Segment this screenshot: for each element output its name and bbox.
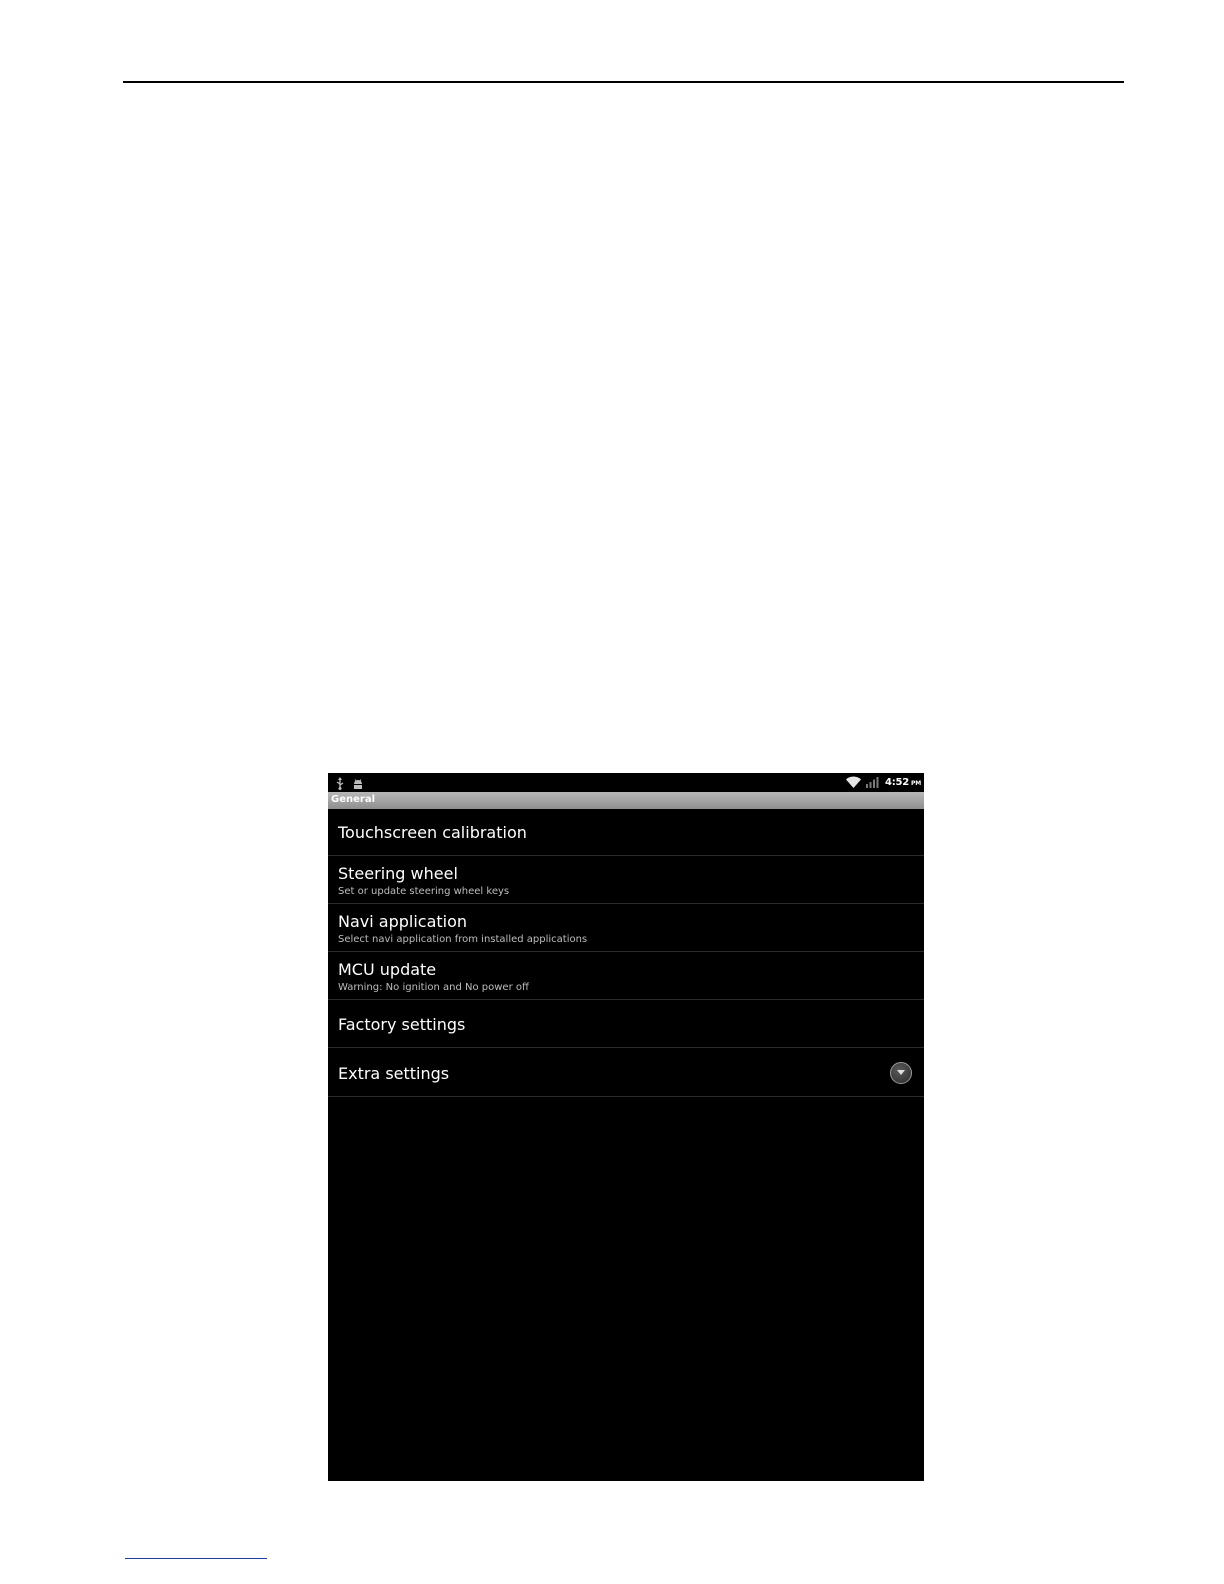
wifi-icon xyxy=(846,773,861,792)
section-header-label: General xyxy=(331,794,375,805)
pref-title: Extra settings xyxy=(338,1064,450,1083)
status-clock xyxy=(885,777,921,788)
clock-ampm: PM xyxy=(911,780,921,787)
clock-time: 4:52 xyxy=(884,777,910,788)
status-bar xyxy=(328,773,924,792)
device-screen xyxy=(328,773,924,1481)
pref-summary: Warning: No ignition and No power off xyxy=(338,982,529,993)
signal-icon xyxy=(866,773,880,792)
pref-factory-settings[interactable] xyxy=(328,1001,924,1048)
pref-title: Steering wheel xyxy=(338,864,458,883)
expand-down-icon[interactable] xyxy=(890,1062,912,1084)
pref-title: Navi application xyxy=(338,912,468,931)
pref-steering-wheel[interactable] xyxy=(328,857,924,904)
pref-navi-application[interactable] xyxy=(328,905,924,952)
pref-summary: Set or update steering wheel keys xyxy=(338,886,510,897)
section-header-general xyxy=(328,792,924,809)
pref-title: Factory settings xyxy=(338,1015,466,1034)
pref-title: MCU update xyxy=(338,960,437,979)
pref-touchscreen-calibration[interactable] xyxy=(328,809,924,856)
status-right-icons xyxy=(846,773,921,792)
pref-extra-settings[interactable] xyxy=(328,1050,924,1097)
pref-title: Touchscreen calibration xyxy=(338,823,527,842)
page-top-rule xyxy=(123,81,1124,83)
pref-summary: Select navi application from installed applications xyxy=(338,934,588,945)
footnote-rule xyxy=(125,1558,267,1559)
pref-mcu-update[interactable] xyxy=(328,953,924,1000)
